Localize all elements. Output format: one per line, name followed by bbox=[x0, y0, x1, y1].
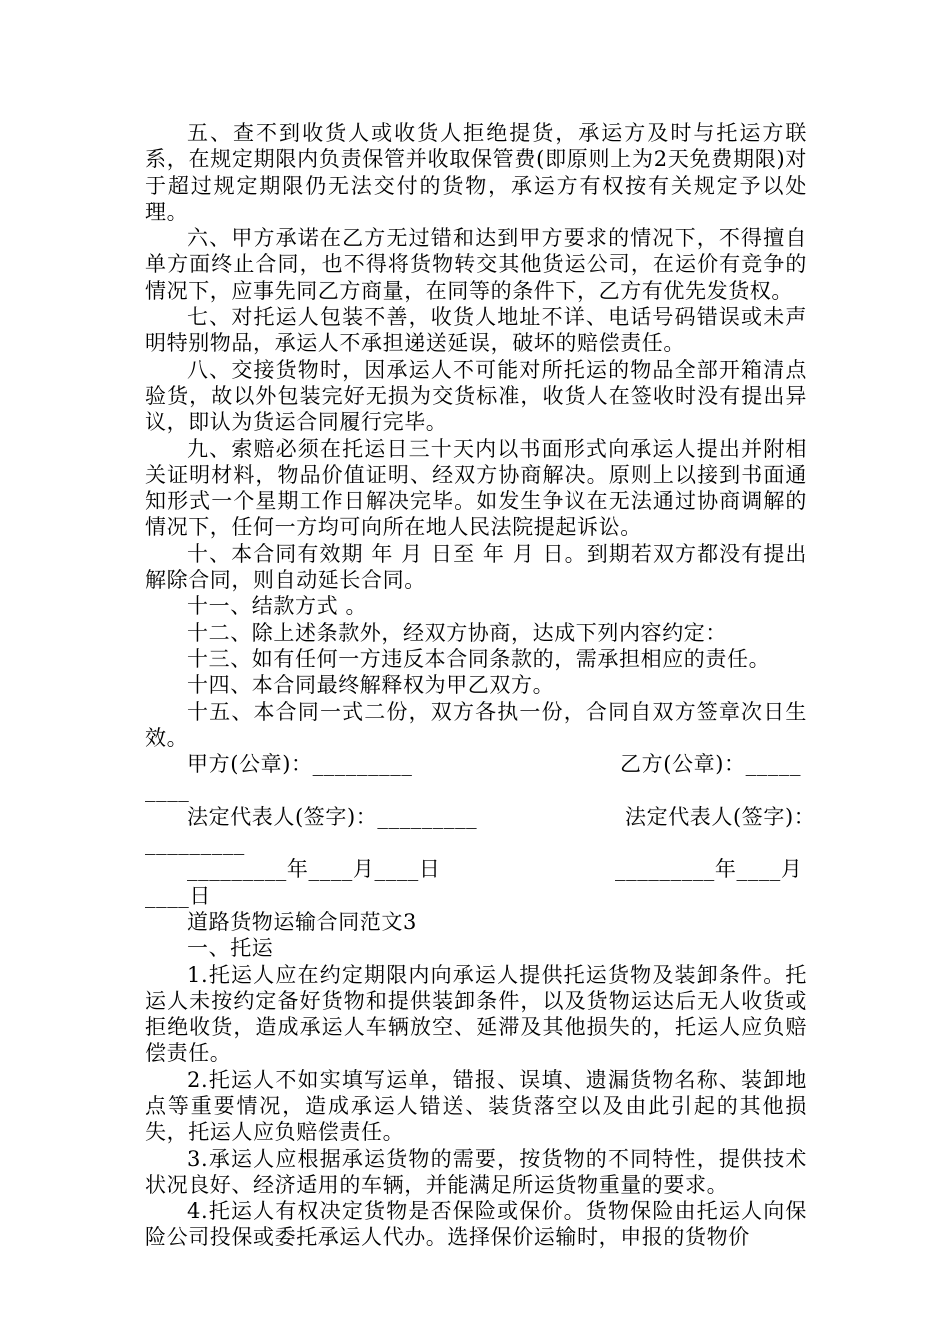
clause-13: 十三、如有任何一方违反本合同条款的，需承担相应的责任。 bbox=[187, 646, 771, 671]
party-b-seal-continuation: ____ bbox=[145, 778, 190, 803]
party-a-seal: 甲方(公章)：_________ bbox=[187, 752, 413, 777]
clause-6: 六、甲方承诺在乙方无过错和达到甲方要求的情况下，不得擅自单方面终止合同，也不得将货物转交其他货运公司，在运价有竞争的情况下，应事先同乙方商量，在同等的条件下，乙方有优先发货权。 bbox=[145, 226, 807, 303]
party-b-representative-continuation: _________ bbox=[145, 831, 245, 856]
seal-line bbox=[145, 751, 807, 777]
item-3: 3.承运人应根据承运货物的需要，按货物的不同特性，提供技术状况良好、经济适用的车辆，并能满足所运货物重量的要求。 bbox=[145, 1146, 807, 1197]
clause-9: 九、索赔必须在托运日三十天内以书面形式向承运人提出并附相关证明材料，物品价值证明、经双方协商解决。原则上以接到书面通知形式一个星期工作日解决完毕。如发生争议在无法通过协商调解的情况下，任何一方均可向所在地人民法院提起诉讼。 bbox=[145, 436, 807, 540]
party-a-representative: 法定代表人(签字)：_________ bbox=[187, 804, 478, 829]
item-4: 4.托运人有权决定货物是否保险或保价。货物保险由托运人向保险公司投保或委托承运人代办。选择保价运输时，申报的货物价 bbox=[145, 1199, 807, 1250]
clause-8: 八、交接货物时，因承运人不可能对所托运的物品全部开箱清点验货，故以外包装完好无损为交货标准，收货人在签收时没有提出异议，即认为货运合同履行完毕。 bbox=[145, 357, 807, 435]
clause-7: 七、对托运人包装不善，收货人地址不详、电话号码错误或未声明特别物品，承运人不承担递送延误，破坏的赔偿责任。 bbox=[145, 305, 807, 356]
clause-14: 十四、本合同最终解释权为甲乙双方。 bbox=[187, 673, 555, 698]
clause-11: 十一、结款方式 。 bbox=[187, 594, 368, 619]
clause-12: 十二、除上述条款外，经双方协商，达成下列内容约定： bbox=[187, 620, 727, 645]
clause-5: 五、查不到收货人或收货人拒绝提货，承运方及时与托运方联系，在规定期限内负责保管并收取保管费(即原则上为2天免费期限)对于超过规定期限仍无法交付的货物，承运方有权按有关规定予以处理。 bbox=[145, 121, 807, 224]
party-b-representative: 法定代表人(签字)： bbox=[625, 804, 816, 829]
item-1: 1.托运人应在约定期限内向承运人提供托运货物及装卸条件。托运人未按约定备好货物和提供装卸条件，以及货物运达后无人收货或拒绝收货，造成承运人车辆放空、延滞及其他损失的，托运人应负赔偿责任。 bbox=[145, 962, 807, 1066]
clause-10: 十、本合同有效期 年 月 日至 年 月 日。到期若双方都没有提出解除合同，则自动延长合同。 bbox=[145, 541, 807, 593]
party-b-date: _________年____月 bbox=[615, 857, 803, 882]
date-line bbox=[145, 856, 807, 882]
section-title: 道路货物运输合同范文3 bbox=[187, 909, 417, 934]
party-b-date-continuation: ____日 bbox=[145, 883, 211, 908]
section-heading-consignment: 一、托运 bbox=[187, 936, 274, 961]
document-body bbox=[145, 120, 816, 1251]
clause-15: 十五、本合同一式二份，双方各执一份，合同自双方签章次日生效。 bbox=[145, 699, 807, 750]
item-2: 2.托运人不如实填写运单，错报、误填、遗漏货物名称、装卸地点等重要情况，造成承运人错送、装货落空以及由此引起的其他损失，托运人应负赔偿责任。 bbox=[145, 1067, 807, 1145]
representative-line bbox=[145, 804, 816, 830]
party-b-seal: 乙方(公章)：_____ bbox=[620, 752, 802, 777]
party-a-date: _________年____月____日 bbox=[187, 857, 441, 882]
